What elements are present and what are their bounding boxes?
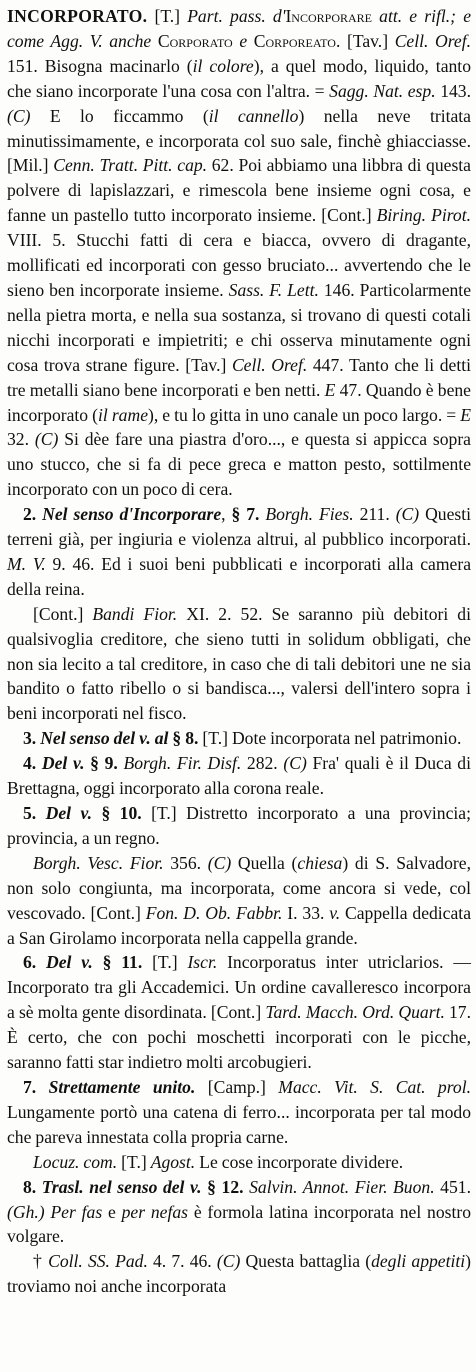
text-run: e bbox=[102, 1201, 122, 1222]
text-run: Macc. Vit. S. Cat. prol. bbox=[278, 1076, 471, 1097]
obsolete-citation-paragraph bbox=[7, 1249, 471, 1299]
text-run: (C) bbox=[395, 504, 420, 525]
text-run: 451. bbox=[434, 1176, 471, 1197]
sense-6-paragraph bbox=[7, 950, 471, 1075]
text-run: Questi terreni già, per ingiuria e violenza altrui, al pubblico incorporati. bbox=[7, 504, 472, 550]
text-run: E bbox=[324, 379, 336, 400]
sense-7-paragraph bbox=[7, 1075, 471, 1150]
text-run: [Cont.] bbox=[33, 603, 93, 624]
sense-3-paragraph bbox=[7, 726, 471, 751]
sense-8-paragraph bbox=[7, 1175, 471, 1250]
text-run: 32. bbox=[7, 429, 35, 450]
text-run: Del v. bbox=[46, 952, 93, 973]
text-run: Tard. Macch. Ord. Quart. bbox=[265, 1002, 445, 1023]
text-run: Part. pass. bbox=[187, 6, 266, 26]
text-run: chiesa bbox=[297, 852, 343, 873]
text-run: Quella ( bbox=[231, 852, 298, 873]
text-run: ) troviamo noi anche incorporata bbox=[7, 1251, 472, 1297]
text-run: ), e tu lo gitta in uno canale un poco largo. = bbox=[148, 404, 461, 425]
text-run: Cenn. Tratt. Pitt. cap. bbox=[53, 155, 208, 176]
text-run: Trasl. nel senso del v. bbox=[41, 1176, 202, 1197]
text-run: Biring. Pirot. bbox=[376, 205, 471, 226]
text-run: 7. bbox=[23, 1076, 49, 1097]
sense-5-continuation-paragraph bbox=[7, 851, 471, 951]
text-run: 146. Particolarmente nella pietra morta, e nella sua sostanza, si trovano di questi cotali nicchi incorporati e impietriti; e chi osserva minutamente ogni cosa trova strane figure. [Tav.] bbox=[7, 279, 472, 375]
text-run: M. V. bbox=[7, 553, 46, 574]
text-run: 4. 7. 46. bbox=[147, 1251, 217, 1272]
text-run: † bbox=[33, 1251, 49, 1272]
text-run: [T.] Dote incorporata nel patrimonio. bbox=[198, 728, 462, 749]
sense-5-paragraph bbox=[7, 801, 471, 851]
text-run: Iscr. bbox=[187, 952, 218, 973]
text-run: d' bbox=[272, 6, 286, 26]
text-run: il rame bbox=[98, 404, 148, 425]
text-run: il colore bbox=[192, 55, 254, 76]
text-run: VIII. 5. Stucchi fatti di cera e biacca, ovvero di dragante, mollificati ed incorporati con gesso bruciato... avvertendo che le sieno ben incorporate insieme. bbox=[7, 230, 471, 300]
sense-2-paragraph bbox=[7, 502, 471, 602]
text-run: Del v. bbox=[45, 803, 93, 823]
text-run: ) nella neve tritata minutissimamente, e incorporata col suo sale, finchè ghiacciasse. [Mil.] bbox=[7, 105, 471, 176]
text-run: 211. bbox=[353, 504, 396, 525]
text-run: per nefas bbox=[121, 1201, 189, 1222]
text-run: 6. bbox=[23, 952, 47, 973]
text-run: § 7. bbox=[231, 504, 260, 525]
entry-main-text bbox=[7, 6, 471, 499]
text-run: Borgh. Fies. bbox=[265, 504, 354, 525]
text-run: Coll. SS. Pad. bbox=[48, 1251, 148, 1272]
text-run: (C) bbox=[34, 429, 59, 450]
text-run: [T.] bbox=[154, 6, 188, 26]
text-run: è formola latina incorporata nel nostro volgare. bbox=[7, 1201, 472, 1247]
text-run: E bbox=[460, 404, 471, 425]
text-run: 4. bbox=[23, 753, 42, 774]
text-run: ), a quel modo, liquido, tanto che siano incorporate l'una cosa con l'altra. = bbox=[7, 55, 471, 101]
text-run: Nel senso del v. al bbox=[40, 728, 169, 749]
text-run: Per fas bbox=[50, 1201, 103, 1222]
text-run: 447. Tanto che li detti tre metalli siano bene incorporati e ben netti. bbox=[7, 354, 472, 400]
text-run: Sagg. Nat. esp. bbox=[329, 80, 436, 101]
common-locution-paragraph bbox=[7, 1150, 471, 1175]
text-run: [Camp.] bbox=[195, 1076, 279, 1097]
text-run: 8. bbox=[23, 1176, 42, 1197]
text-run bbox=[93, 952, 103, 972]
text-run: Si dèe fare una piastra d'oro..., e questa si appicca sopra uno stucco, che si fa di pece greca e matton pesto, sottilmente incorporato con un poco di cera. bbox=[7, 429, 471, 500]
text-run: [T.] Distretto incorporato a una provincia; provincia, a un regno. bbox=[7, 803, 471, 848]
text-run bbox=[151, 31, 158, 51]
text-run: 282. bbox=[241, 753, 284, 774]
text-run: v. bbox=[329, 902, 341, 923]
text-run: Corporato bbox=[157, 30, 233, 51]
sense-2-continuation-paragraph bbox=[7, 602, 471, 727]
text-run: Le cose incorporate dividere. bbox=[195, 1151, 404, 1172]
text-run: § 11. bbox=[102, 952, 143, 973]
text-run: (C) bbox=[216, 1251, 241, 1272]
entry-main-paragraph bbox=[7, 4, 471, 502]
text-run: degli appetiti bbox=[371, 1251, 466, 1272]
text-run: Incorporare bbox=[285, 6, 372, 26]
text-run: Bandi Fior. bbox=[92, 603, 178, 624]
text-run: att. e rifl.; e come Agg. V. anche bbox=[7, 6, 472, 51]
text-run: I. 33. bbox=[282, 902, 330, 923]
text-run: (C) bbox=[207, 852, 232, 873]
text-run: Cappella dedicata a San Girolamo incorporata nella cappella grande. bbox=[7, 902, 471, 948]
text-run: Agost. bbox=[150, 1151, 196, 1172]
text-run: 17. È certo, che con pochi moschetti incorporati con le picche, saranno fatti star indietro molti arcobugieri. bbox=[7, 1002, 471, 1073]
text-run: 9. 46. Ed i suoi beni pubblicati e incorporati alla camera della reina. bbox=[7, 553, 472, 599]
text-run: (Gh.) bbox=[7, 1201, 45, 1222]
text-run: Lungamente portò una catena di ferro... incorporata per tal modo che pareva innestata colla propria carne. bbox=[7, 1101, 471, 1147]
text-run: Salvin. Annot. Fier. Buon. bbox=[249, 1176, 435, 1197]
entry-headword: INCORPORATO. bbox=[7, 6, 148, 26]
text-run: [T.] bbox=[142, 952, 188, 973]
text-run: (C) bbox=[7, 105, 31, 126]
text-run: [T.] bbox=[117, 1151, 151, 1172]
text-run: 2. bbox=[23, 504, 43, 525]
text-run: e bbox=[232, 30, 254, 51]
text-run: 47. Quando è bene incorporato ( bbox=[7, 379, 471, 425]
text-run: Fon. D. Ob. Fabbr. bbox=[145, 902, 283, 923]
text-run: 3. bbox=[23, 728, 41, 749]
text-run: Sass. F. Lett. bbox=[228, 279, 319, 300]
text-run: 62. Poi abbiamo una libbra di questa polvere di lapislazzari, e rimescola bene insieme ogni cosa, e fanne un pastello tutto incorporato insieme. [Cont.] bbox=[7, 155, 471, 226]
text-run: il cannello bbox=[208, 105, 299, 126]
text-run: Locuz. com. bbox=[33, 1151, 118, 1172]
text-run: Questa battaglia ( bbox=[240, 1251, 372, 1272]
sense-4-paragraph bbox=[7, 751, 471, 801]
text-run: XI. 2. 52. Se saranno più debitori di qualsivoglia creditore, che sieno tutti in solidum obbligati, che non sia lecito a tal creditore, in caso che di tali debitori une ne sia bandito o fatto ribello o si bandisca..., valersi dell'intero sopra i beni incorporati nel fisco. bbox=[7, 603, 471, 724]
text-run: § 10. bbox=[101, 803, 142, 823]
text-run: § 12. bbox=[207, 1176, 244, 1197]
text-run: Borgh. Vesc. Fior. bbox=[33, 852, 164, 873]
text-run: Cell. Oref. bbox=[394, 30, 472, 51]
text-run: . [Tav.] bbox=[335, 30, 395, 51]
text-run: 143. bbox=[435, 80, 471, 101]
text-run: 151. Bisogna macinarlo ( bbox=[7, 55, 193, 76]
text-run: , bbox=[221, 504, 232, 525]
text-run: Cell. Oref. bbox=[231, 354, 308, 375]
text-run: Fra' quali è il Duca di Brettagna, oggi incorporato alla corona reale. bbox=[7, 753, 471, 799]
text-run: Corporeato bbox=[253, 30, 336, 51]
text-run: § 9. bbox=[90, 753, 118, 774]
text-run: Strettamente unito. bbox=[48, 1076, 196, 1097]
text-run: ) di S. Salvadore, non solo congiunta, ma incorporata, come ancora si vede, col vescovado. [Cont.] bbox=[7, 852, 471, 923]
text-run: Incorporatus inter utriclarios. — Incorporato tra gli Accademici. Un ordine cavalleresco incorpora a sè molta gente disordinata. [Cont.] bbox=[7, 952, 471, 1023]
text-run: 356. bbox=[163, 852, 208, 873]
text-run: 5. bbox=[23, 803, 46, 823]
text-run: § 8. bbox=[172, 728, 199, 749]
text-run: Nel senso d'Incorporare bbox=[42, 504, 222, 525]
text-run: (C) bbox=[283, 753, 307, 774]
text-run bbox=[266, 6, 273, 26]
text-run: Borgh. Fir. Disf. bbox=[123, 753, 242, 774]
text-run: Del v. bbox=[41, 753, 85, 774]
text-run: E lo ficcammo ( bbox=[30, 105, 209, 126]
